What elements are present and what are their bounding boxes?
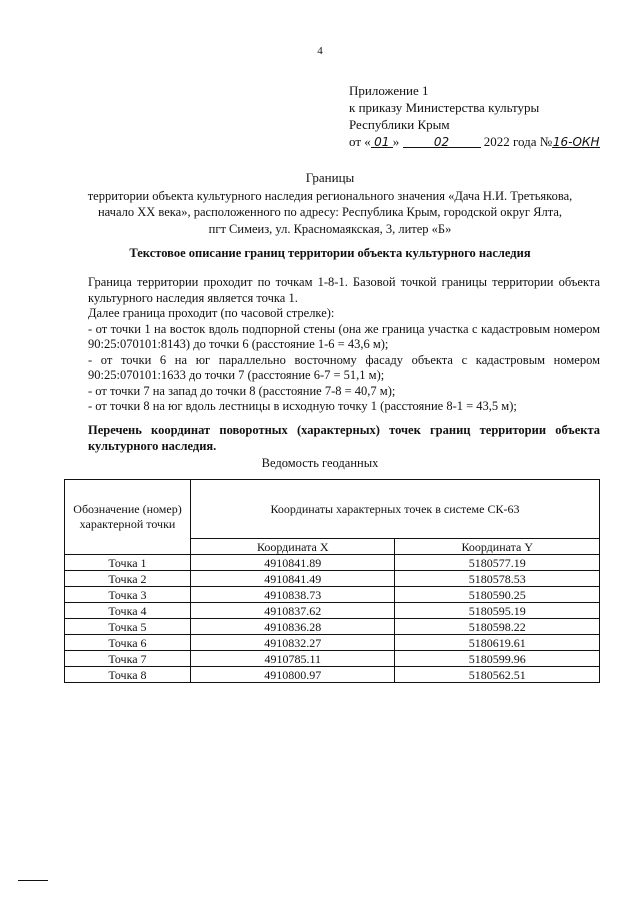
table-row — [65, 651, 600, 667]
x-cell: 4910838.73 — [191, 587, 395, 603]
date-mid: » — [392, 134, 400, 149]
footer-divider — [18, 880, 48, 881]
table-row — [65, 667, 600, 683]
point-cell: Точка 7 — [65, 651, 191, 667]
title-heading: Границы — [305, 170, 355, 185]
coordinates-list-title: Перечень координат поворотных (характерных) точек границ территории объекта культурного наследия. — [88, 423, 600, 453]
point-cell: Точка 1 — [65, 555, 191, 571]
title-line-2: начало XX века», расположенного по адресу: Республика Крым, городской округ Ялта, — [97, 205, 563, 219]
coordinates-header: Координаты характерных точек в системе СК-63 — [191, 480, 600, 539]
point-cell: Точка 2 — [65, 571, 191, 587]
y-cell: 5180562.51 — [395, 667, 600, 683]
page-number: 4 — [317, 45, 323, 57]
date-prefix: от « — [349, 134, 371, 149]
y-cell: 5180598.22 — [395, 619, 600, 635]
y-cell: 5180595.19 — [395, 603, 600, 619]
title-line-1: территории объекта культурного наследия регионального значения «Дача Н.И. Третьякова, — [87, 188, 573, 203]
coordinates-table — [64, 479, 600, 683]
order-number: 16-ОКН — [552, 135, 600, 149]
document-title — [60, 170, 600, 237]
table-row — [65, 619, 600, 635]
table-row — [65, 555, 600, 571]
table-row — [65, 635, 600, 651]
date-month: 02 — [403, 134, 481, 148]
y-cell: 5180590.25 — [395, 587, 600, 603]
x-cell: 4910836.28 — [191, 619, 395, 635]
y-cell: 5180577.19 — [395, 555, 600, 571]
point-column-header: Обозначение (номер) характерной точки — [65, 480, 191, 555]
appendix-line-1: Приложение 1 — [349, 83, 429, 98]
y-column-header: Координата Y — [395, 539, 600, 555]
x-cell: 4910832.27 — [191, 635, 395, 651]
geodata-title: Ведомость геоданных — [261, 456, 379, 470]
description — [88, 275, 600, 415]
point-cell: Точка 6 — [65, 635, 191, 651]
desc-paragraph-6: - от точки 8 на юг вдоль лестницы в исходную точку 1 (расстояние 8-1 = 43,5 м); — [88, 399, 517, 413]
appendix-line-2: к приказу Министерства культуры — [349, 100, 540, 115]
x-cell: 4910785.11 — [191, 651, 395, 667]
point-cell: Точка 3 — [65, 587, 191, 603]
point-cell: Точка 4 — [65, 603, 191, 619]
desc-paragraph-3: - от точки 1 на восток вдоль подпорной стены (она же граница участка с кадастровым номером 90:25:070101:8143) до точки 6 (расстояние 1-6 = 43,6 м); — [88, 321, 600, 351]
point-cell: Точка 8 — [65, 667, 191, 683]
date-year: 2022 года № — [483, 134, 553, 149]
point-cell: Точка 5 — [65, 619, 191, 635]
y-cell: 5180599.96 — [395, 651, 600, 667]
y-cell: 5180578.53 — [395, 571, 600, 587]
x-cell: 4910837.62 — [191, 603, 395, 619]
desc-paragraph-5: - от точки 7 на запад до точки 8 (расстояние 7-8 = 40,7 м); — [88, 383, 396, 398]
x-cell: 4910841.49 — [191, 571, 395, 587]
x-cell: 4910800.97 — [191, 667, 395, 683]
desc-paragraph-2: Далее граница проходит (по часовой стрелке): — [88, 306, 335, 320]
y-cell: 5180619.61 — [395, 635, 600, 651]
desc-paragraph-4: - от точки 6 на юг параллельно восточному фасаду объекта с кадастровым номером 90:25:070101:1633 до точки 7 (расстояние 6-7 = 51,1 м); — [88, 352, 600, 382]
appendix-block — [349, 82, 600, 150]
title-line-3: пгт Симеиз, ул. Красномаякская, 3, литер «Б» — [208, 221, 452, 236]
table-row — [65, 587, 600, 603]
appendix-line-3: Республики Крым — [349, 117, 450, 132]
section-title: Текстовое описание границ территории объекта культурного наследия — [129, 246, 531, 260]
table-row — [65, 603, 600, 619]
x-cell: 4910841.89 — [191, 555, 395, 571]
appendix-date-line — [349, 133, 600, 150]
date-day: 01 — [371, 134, 393, 148]
desc-paragraph-1: Граница территории проходит по точкам 1-8-1. Базовой точкой границы территории объекта культурного наследия является точка 1. — [88, 275, 600, 305]
x-column-header: Координата X — [191, 539, 395, 555]
table-row — [65, 571, 600, 587]
